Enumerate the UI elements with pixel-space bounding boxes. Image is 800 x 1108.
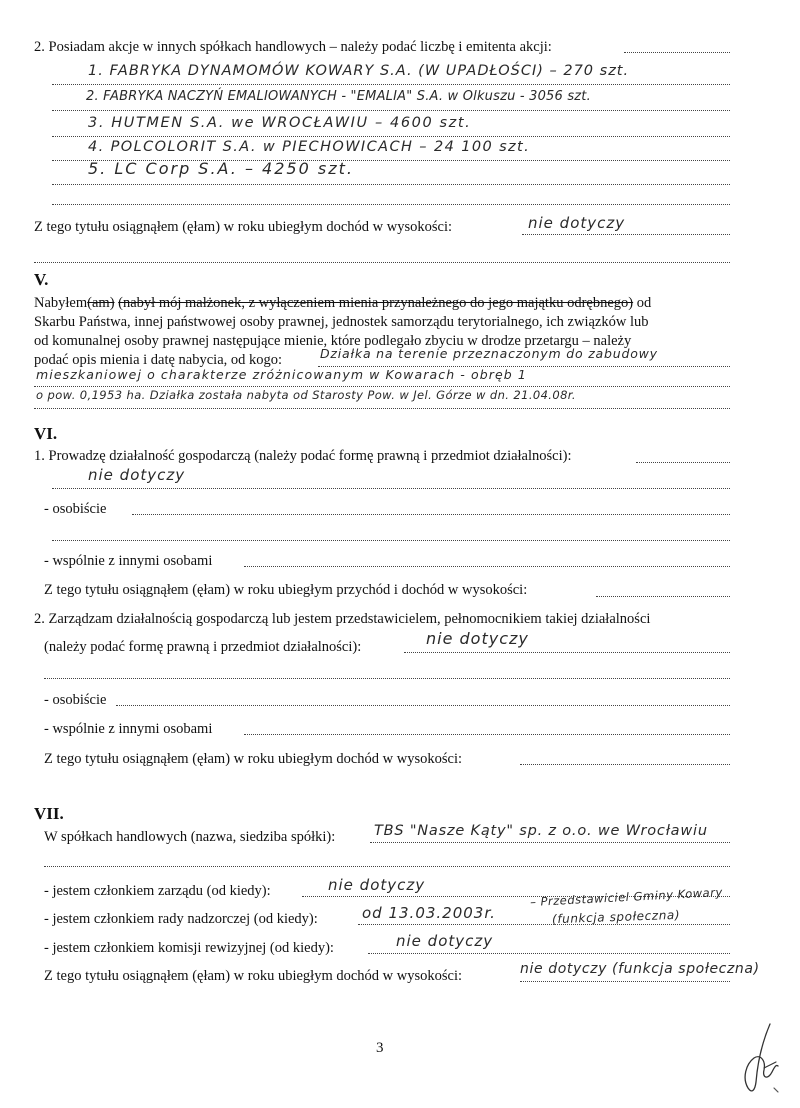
board-label: - jestem członkiem zarządu (od kiedy):	[44, 883, 271, 899]
audit-value: nie dotyczy	[396, 932, 494, 950]
dotted-line	[404, 652, 730, 653]
dotted-line	[52, 184, 730, 185]
dotted-line	[636, 462, 730, 463]
dotted-line	[44, 866, 730, 867]
dotted-line	[624, 52, 730, 53]
dotted-line	[44, 678, 730, 679]
section-v-line2: Skarbu Państwa, innej państwowej osoby prawnej, jednostek samorządu terytorialnego, ich związków lub	[34, 314, 649, 330]
acquired-property-1: Działka na terenie przeznaczonym do zabudowy	[320, 346, 658, 361]
dotted-line	[358, 924, 730, 925]
dotted-line	[132, 514, 730, 515]
audit-label: - jestem członkiem komisji rewizyjnej (od kiedy):	[44, 940, 334, 956]
management-jointly-label: - wspólnie z innymi osobami	[44, 721, 213, 737]
dotted-line	[52, 136, 730, 137]
supervisory-note-2: (funkcja społeczna)	[551, 907, 681, 927]
section-v-line4-label: podać opis mienia i datę nabycia, od kogo:	[34, 352, 283, 368]
dotted-line	[34, 262, 730, 263]
board-value: nie dotyczy	[328, 876, 426, 894]
acquired-property-3: o pow. 0,1953 ha. Działka została nabyta od Starosty Pow. w Jel. Górze w dn. 21.04.08r.	[36, 388, 576, 402]
section-vi-heading: VI.	[34, 424, 58, 443]
dotted-line	[522, 234, 730, 235]
income-label: Z tego tytułu osiągnąłem (ęłam) w roku ubiegłym dochód w wysokości:	[34, 219, 453, 235]
dotted-line	[370, 842, 730, 843]
companies-value: TBS "Nasze Kąty" sp. z o.o. we Wrocławiu	[374, 823, 708, 839]
income-value: nie dotyczy	[528, 214, 626, 232]
acquired-property-2: mieszkaniowej o charakterze zróżnicowanym w Kowarach - obręb 1	[36, 367, 527, 382]
supervisory-note-1: – Przedstawiciel Gminy Kowary	[529, 884, 724, 910]
dotted-line	[52, 488, 730, 489]
section-v-line1: Nabyłem(am) (nabył mój małżonek, z wyłączeniem mienia przynależnego do jego majątku odrębnego) od	[34, 295, 652, 311]
dotted-line	[52, 110, 730, 111]
dotted-line	[520, 981, 730, 982]
management-value: nie dotyczy	[426, 629, 529, 648]
share-entry-4: 4. POLCOLORIT S.A. w PIECHOWICACH – 24 100 szt.	[88, 139, 531, 155]
dotted-line	[52, 204, 730, 205]
share-entry-2: 2. FABRYKA NACZYŃ EMALIOWANYCH - "EMALIA" S.A. w Olkuszu - 3056 szt.	[86, 89, 591, 104]
dotted-line	[520, 764, 730, 765]
dotted-line	[596, 596, 730, 597]
business-value: nie dotyczy	[88, 466, 186, 484]
vii-income-value: nie dotyczy (funkcja społeczna)	[520, 961, 760, 977]
dotted-line	[116, 705, 730, 706]
supervisory-label: - jestem członkiem rady nadzorczej (od kiedy):	[44, 911, 318, 927]
vii-income-label: Z tego tytułu osiągnąłem (ęłam) w roku ubiegłym dochód w wysokości:	[44, 968, 463, 984]
signature-mark	[734, 1018, 782, 1098]
share-entry-3: 3. HUTMEN S.A. we WROCŁAWIU – 4600 szt.	[88, 115, 472, 131]
business-prompt: 1. Prowadzę działalność gospodarczą (należy podać formę prawną i przedmiot działalności):	[34, 448, 572, 464]
business-personally-label: - osobiście	[44, 501, 107, 517]
share-entry-5: 5. LC Corp S.A. – 4250 szt.	[88, 159, 354, 178]
dotted-line	[52, 540, 730, 541]
share-entry-1: 1. FABRYKA DYNAMOMÓW KOWARY S.A. (W UPADŁOŚCI) – 270 szt.	[88, 63, 630, 79]
shares-prompt: 2. Posiadam akcje w innych spółkach handlowych – należy podać liczbę i emitenta akcji:	[34, 39, 552, 55]
management-personally-label: - osobiście	[44, 692, 107, 708]
section-vii-heading: VII.	[34, 804, 64, 823]
business-income-label: Z tego tytułu osiągnąłem (ęłam) w roku ubiegłym przychód i dochód w wysokości:	[44, 582, 528, 598]
dotted-line	[244, 566, 730, 567]
dotted-line	[368, 953, 730, 954]
business-jointly-label: - wspólnie z innymi osobami	[44, 553, 213, 569]
supervisory-value: od 13.03.2003r.	[362, 904, 496, 922]
dotted-line	[52, 84, 730, 85]
management-income-label: Z tego tytułu osiągnąłem (ęłam) w roku ubiegłym dochód w wysokości:	[44, 751, 463, 767]
page-number: 3	[376, 1040, 384, 1056]
dotted-line	[34, 408, 730, 409]
section-v-line3: od komunalnej osoby prawnej następujące mienie, które podlegało zbyciu w drodze przetargu – należy	[34, 333, 632, 349]
management-prompt-2: (należy podać formę prawną i przedmiot działalności):	[44, 639, 362, 655]
companies-label: W spółkach handlowych (nazwa, siedziba spółki):	[44, 829, 336, 845]
dotted-line	[244, 734, 730, 735]
management-prompt: 2. Zarządzam działalnością gospodarczą lub jestem przedstawicielem, pełnomocnikiem takiej działalności	[34, 611, 651, 627]
section-v-heading: V.	[34, 270, 49, 289]
